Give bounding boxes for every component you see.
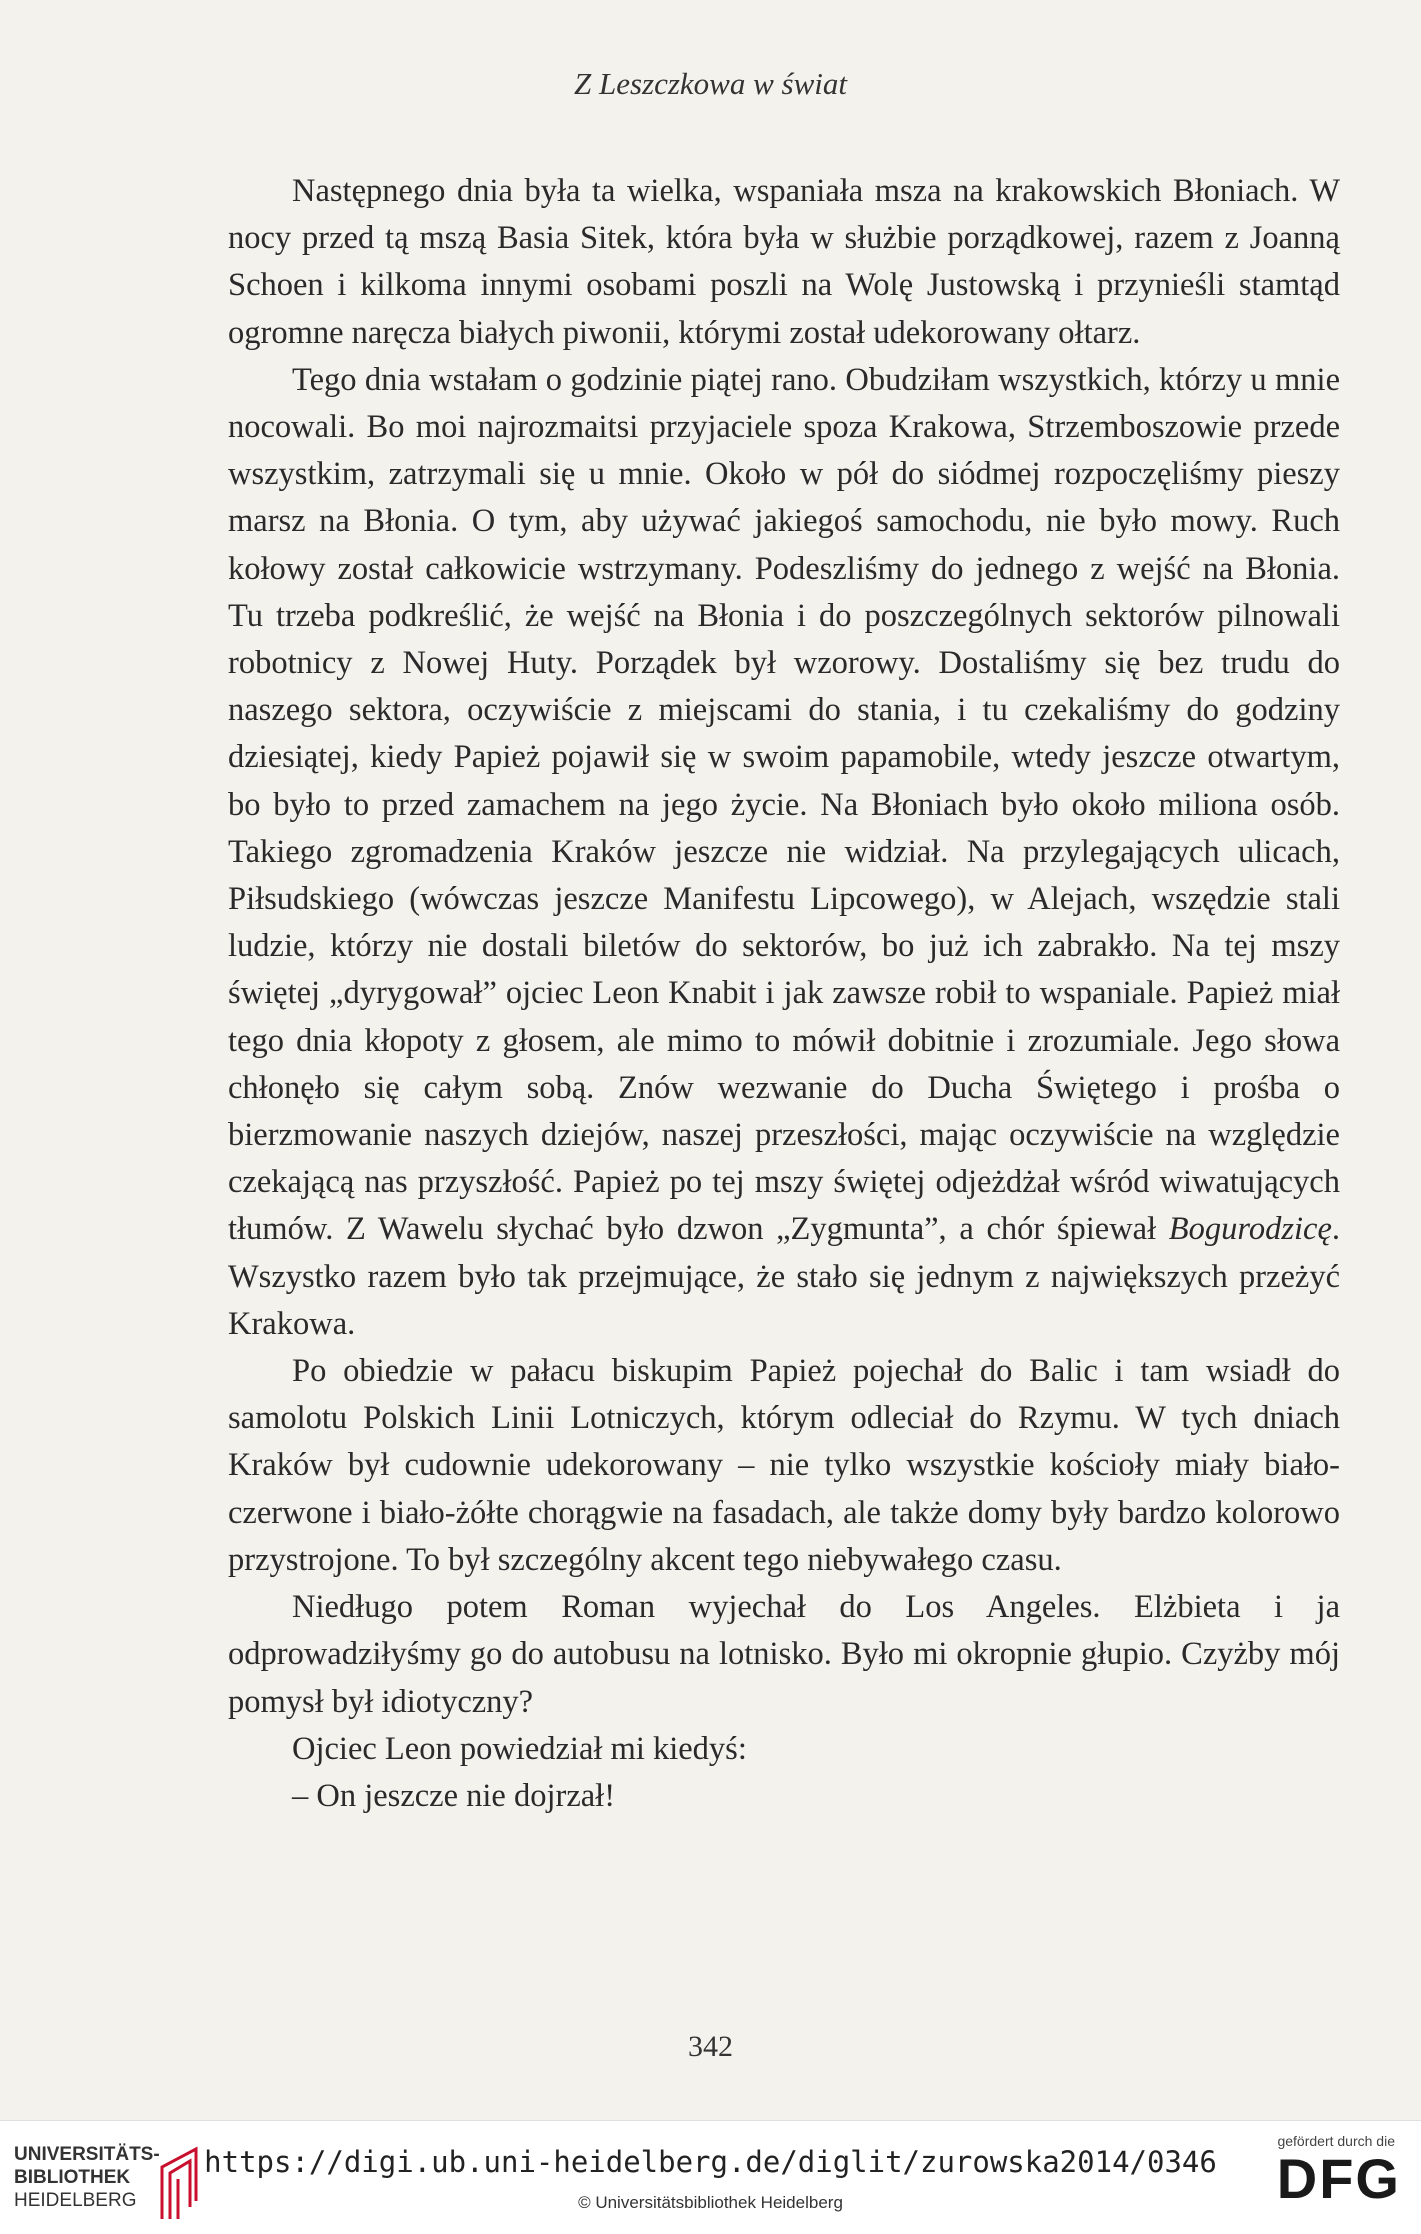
paragraph-2-text: Tego dnia wstałam o godzinie piątej rano. Obudziłam wszystkich, którzy u mnie nocowali. Bo moi najrozmaitsi przyjaciele spoza Krakowa, Strzemboszowie przede wszystkim, zatrzymali się u mnie. Około w pół do siódmej rozpoczęliśmy pieszy marsz na Błonia. O tym, aby używać jakiegoś samochodu, nie było mowy. Ruch kołowy został całkowicie wstrzymany. Podeszliśmy do jednego z wejść na Błonia. Tu trzeba podkreślić, że wejść na Błonia i do poszczególnych sektorów pilnowali robotnicy z Nowej Huty. Porządek był wzorowy. Dostaliśmy się bez trudu do naszego sektora, oczywiście z miejscami do stania, i tu czekaliśmy do godziny dziesiątej, kiedy Papież pojawił się w swoim papamobile, wtedy jeszcze otwartym, bo było to przed zamachem na jego życie. Na Błoniach było około miliona osób. Takiego zgromadzenia Kraków jeszcze nie widział. Na przylegających ulicach, Piłsudskiego (wówczas jeszcze Manifestu Lipcowego), w Alejach, wszędzie stali ludzie, którzy nie dostali biletów do sektorów, bo już ich zabrakło. Na tej mszy świętej „dyrygował” ojciec Leon Knabit i jak zawsze robił to wspaniale. Papież miał tego dnia kłopoty z głosem, ale mimo to mówił dobitnie i zrozumiale. Jego słowa chłonęło się całym sobą. Znów wezwanie do Ducha Świętego i prośba o bierzmowanie naszych dziejów, naszej przeszłości, mając oczywiście na względzie czekającą nas przyszłość. Papież po tej mszy świętej odjeżdżał wśród wiwatujących tłumów. Z Wawelu słychać było dzwon „Zygmunta”, a chór śpiewał xyxy=(228,361,1340,1248)
paragraph-5: Ojciec Leon powiedział mi kiedyś: xyxy=(292,1730,747,1767)
dfg-logo[interactable] xyxy=(1241,2133,1401,2209)
body-text xyxy=(228,168,1340,1820)
paragraph-2 xyxy=(228,357,1340,1348)
running-title: Z Leszczkowa w świat xyxy=(573,66,848,101)
footer-bar xyxy=(0,2120,1421,2234)
funded-by-label: gefördert durch die xyxy=(1277,2133,1395,2149)
paragraph-2-italic-title: Bogurodzicę xyxy=(1168,1211,1332,1248)
permalink-url[interactable]: https://digi.ub.uni-heidelberg.de/diglit/zurowska2014/0346 xyxy=(204,2145,1217,2179)
paragraph-6: – On jeszcze nie dojrzał! xyxy=(292,1777,616,1814)
dfg-wordmark: DFG xyxy=(1276,2147,1401,2210)
library-name-line3: HEIDELBERG xyxy=(14,2190,137,2211)
paragraph-2-text-end: . Wszystko razem było tak przejmujące, że stało się jednym z największych przeżyć Krakowa. xyxy=(228,1211,1340,1342)
paragraph-4: Niedługo potem Roman wyjechał do Los Angeles. Elżbieta i ja odprowadziłyśmy go do autobusu na lotnisko. Było mi okropnie głupio. Czyżby mój pomysł był idiotyczny? xyxy=(228,1589,1340,1720)
copyright-notice: © Universitätsbibliothek Heidelberg xyxy=(578,2193,843,2212)
paragraph-1: Następnego dnia była ta wielka, wspaniała msza na krakowskich Błoniach. W nocy przed tą mszą Basia Sitek, która była w służbie porządkowej, razem z Joanną Schoen i kilkoma innymi osobami poszli na Wolę Justowską i przynieśli stamtąd ogromne naręcza białych piwonii, którymi został udekorowany ołtarz. xyxy=(228,173,1340,351)
page-number: 342 xyxy=(688,2030,733,2063)
library-name-line2: BIBLIOTHEK xyxy=(14,2167,131,2188)
paragraph-3: Po obiedzie w pałacu biskupim Papież pojechał do Balic i tam wsiadł do samolotu Polskich Linii Lotniczych, którym odleciał do Rzymu. W tych dniach Kraków był cudownie udekorowany – nie tylko wszystkie kościoły miały biało-czerwone i biało-żółte chorągwie na fasadach, ale także domy były bardzo kolorowo przystrojone. To był szczególny akcent tego niebywałego czasu. xyxy=(228,1353,1340,1578)
library-name-line1: UNIVERSITÄTS- xyxy=(14,2144,160,2165)
